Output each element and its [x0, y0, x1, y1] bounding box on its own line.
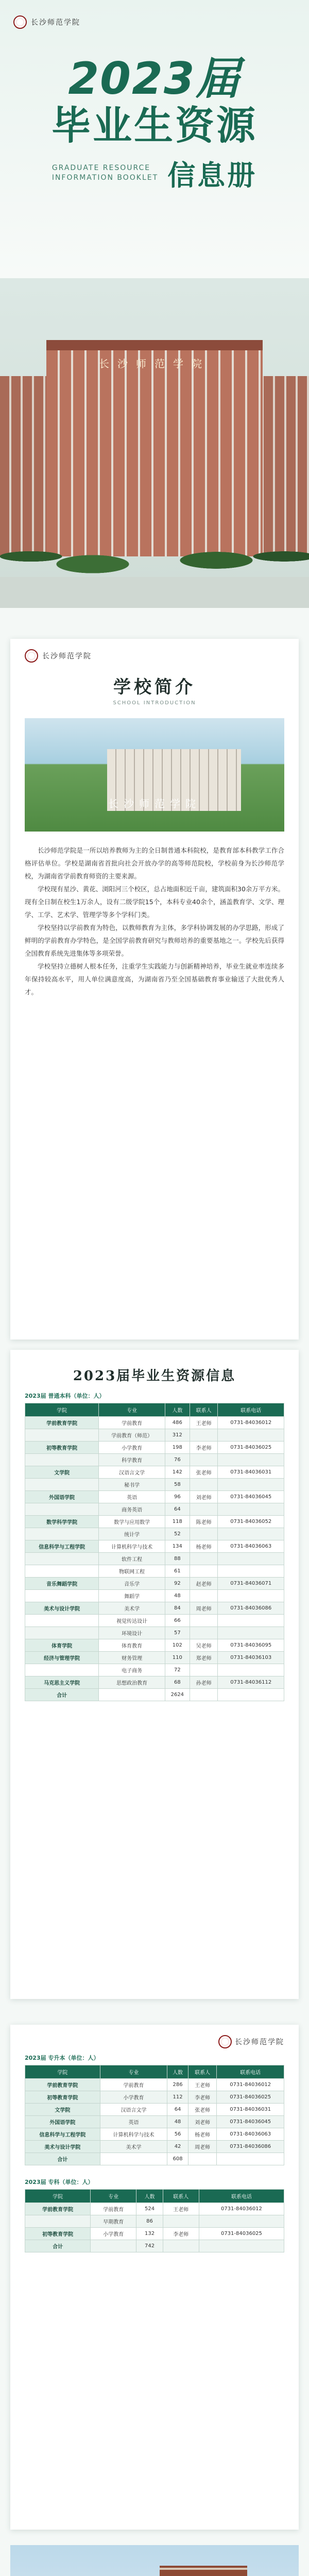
hero-main-title: 毕业生资源 — [52, 103, 258, 148]
school-seal-icon — [13, 15, 27, 29]
table-cell: 48 — [165, 1590, 190, 1602]
hero-subtitle-en — [52, 163, 158, 183]
table-cell: 52 — [165, 1528, 190, 1540]
table-cell — [190, 1429, 218, 1442]
table-cell — [91, 2240, 136, 2252]
table-cell: 外国语学院 — [25, 1491, 99, 1503]
table-header-cell: 人数 — [165, 1403, 190, 1417]
table-cell: 信息科学与工程学院 — [25, 1540, 99, 1553]
table-cell: 外国语学院 — [25, 2116, 100, 2128]
table-cell: 0731-84036086 — [218, 1602, 284, 1615]
table-cell — [25, 1664, 99, 1676]
table-cell: 84 — [165, 1602, 190, 1615]
table-cell: 计算机科学与技术 — [99, 1540, 165, 1553]
table-cell: 王老师 — [188, 2079, 217, 2091]
intro-card — [10, 639, 299, 1340]
table-cell — [25, 1503, 99, 1516]
table-cell: 132 — [136, 2228, 163, 2240]
table-cell: 86 — [136, 2215, 163, 2228]
table-cell: 134 — [165, 1540, 190, 1553]
table-cell: 李老师 — [163, 2228, 199, 2240]
table-cell: 音乐学 — [99, 1578, 165, 1590]
table-cell: 初等教育学院 — [25, 2228, 91, 2240]
table-cell — [25, 1590, 99, 1602]
table-cell — [199, 2215, 284, 2228]
table-cell — [25, 1479, 99, 1491]
table-cell — [25, 1553, 99, 1565]
table-row — [25, 2079, 284, 2091]
table-cell: 美术与设计学院 — [25, 2141, 100, 2153]
table-cell: 美术学 — [100, 2141, 167, 2153]
table-cell: 吴老师 — [190, 1639, 218, 1652]
table-row — [25, 1578, 284, 1590]
table-row — [25, 1553, 284, 1565]
table-cell: 体育学院 — [25, 1639, 99, 1652]
table-cell — [218, 1553, 284, 1565]
school-name: 长沙师范学院 — [42, 652, 92, 660]
table-row — [25, 2203, 284, 2215]
table-cell: 66 — [165, 1615, 190, 1627]
table-cell — [25, 1454, 99, 1466]
table-cell — [190, 1689, 218, 1701]
table-cell — [190, 1503, 218, 1516]
table-cell: 商务英语 — [99, 1503, 165, 1516]
table-cell — [190, 1627, 218, 1639]
table-cell: 统计学 — [99, 1528, 165, 1540]
table-cell: 0731-84036095 — [218, 1639, 284, 1652]
table-cell — [217, 2153, 284, 2165]
table-cell: 陈老师 — [190, 1516, 218, 1528]
table-cell — [218, 1590, 284, 1602]
table-cell — [188, 2153, 217, 2165]
table-cell — [218, 1627, 284, 1639]
table-row — [25, 1454, 284, 1466]
hero-subtitle-cn: 信息册 — [167, 159, 258, 192]
table-cell: 视觉传达设计 — [99, 1615, 165, 1627]
table-cell: 小学教育 — [99, 1442, 165, 1454]
table-cell: 0731-84036012 — [218, 1417, 284, 1429]
table-cell: 合计 — [25, 2240, 91, 2252]
table-cell — [190, 1528, 218, 1540]
table-cell: 软件工程 — [99, 1553, 165, 1565]
table-row — [25, 1602, 284, 1615]
table-header-cell: 联系人 — [163, 2190, 199, 2203]
table-cell: 体育教育 — [99, 1639, 165, 1652]
table-cell: 文学院 — [25, 1466, 99, 1479]
table-cell: 经济与管理学院 — [25, 1652, 99, 1664]
table-cell: 杨老师 — [188, 2128, 217, 2141]
table-cell: 0731-84036071 — [218, 1578, 284, 1590]
table-cell: 92 — [165, 1578, 190, 1590]
table-row — [25, 2153, 284, 2165]
table-cell: 英语 — [100, 2116, 167, 2128]
table-cell — [100, 2153, 167, 2165]
table-cell — [25, 1429, 99, 1442]
table-cell: 汉语言文学 — [100, 2104, 167, 2116]
intro-photo-sign: 长沙师范学院 — [108, 798, 201, 810]
table-cell — [218, 1664, 284, 1676]
table-cell: 李老师 — [190, 1442, 218, 1454]
table-cell — [218, 1479, 284, 1491]
table-cell — [190, 1615, 218, 1627]
table-cell: 2624 — [165, 1689, 190, 1701]
table-cell: 张老师 — [188, 2104, 217, 2116]
table-row — [25, 1590, 284, 1602]
table-row — [25, 1615, 284, 1627]
table-header-cell: 专业 — [100, 2065, 167, 2079]
table-cell: 0731-84036031 — [218, 1466, 284, 1479]
table-cell: 电子商务 — [99, 1664, 165, 1676]
table-cell: 财务管理 — [99, 1652, 165, 1664]
table-cell: 数学科学学院 — [25, 1516, 99, 1528]
table-row — [25, 2215, 284, 2228]
table-cell: 0731-84036045 — [217, 2116, 284, 2128]
table-row — [25, 2228, 284, 2240]
table-cell: 0731-84036012 — [199, 2203, 284, 2215]
table-cell — [163, 2215, 199, 2228]
table-cell: 合计 — [25, 2153, 100, 2165]
table-cell — [25, 1627, 99, 1639]
table-cell: 0731-84036031 — [217, 2104, 284, 2116]
table-cell — [218, 1528, 284, 1540]
table-cell: 0731-84036025 — [199, 2228, 284, 2240]
table-header-cell: 联系人 — [190, 1403, 218, 1417]
table-cell: 286 — [167, 2079, 188, 2091]
school-seal-icon — [25, 649, 38, 663]
school-logo — [13, 15, 80, 29]
hero-subtitle-row — [0, 154, 309, 193]
table-cell: 198 — [165, 1442, 190, 1454]
intro-paragraph: 长沙师范学院是一所以培养教师为主的全日制普通本科院校，是教育部本科教学工作合格评估单位。学校是湖南省首批向社会开放办学的高等师范院校，学校前身为长沙师范学校，为湖南省学前教育师资的主要来源。 — [25, 846, 284, 880]
hero-subtitle-en-line2: INFORMATION BOOKLET — [52, 174, 159, 182]
table-cell: 0731-84036063 — [217, 2128, 284, 2141]
table-row — [25, 1689, 284, 1701]
table-cell: 72 — [165, 1664, 190, 1676]
table-cell: 42 — [167, 2141, 188, 2153]
table-row — [25, 1442, 284, 1454]
undergrad-table — [25, 1403, 284, 1701]
table-cell: 孙老师 — [190, 1676, 218, 1689]
table-header-cell: 人数 — [167, 2065, 188, 2079]
table-cell: 美术与设计学院 — [25, 1602, 99, 1615]
table-header-cell: 联系电话 — [217, 2065, 284, 2079]
table-cell — [218, 1454, 284, 1466]
table-cell: 计算机科学与技术 — [100, 2128, 167, 2141]
table-cell: 刘老师 — [190, 1491, 218, 1503]
table-cell: 61 — [165, 1565, 190, 1578]
table-row — [25, 1417, 284, 1429]
table-cell: 142 — [165, 1466, 190, 1479]
table-header-cell: 联系电话 — [199, 2190, 284, 2203]
table-cell: 文学院 — [25, 2104, 100, 2116]
table-cell: 环境设计 — [99, 1627, 165, 1639]
table-header-cell: 学院 — [25, 1403, 99, 1417]
table-cell: 57 — [165, 1627, 190, 1639]
table-cell: 0731-84036063 — [218, 1540, 284, 1553]
table-cell: 524 — [136, 2203, 163, 2215]
table-cell: 76 — [165, 1454, 190, 1466]
table-cell: 0731-84036012 — [217, 2079, 284, 2091]
college-caption: 2023届 专科（单位：人） — [25, 2179, 94, 2185]
table-cell: 初等教育学院 — [25, 1442, 99, 1454]
table-cell: 742 — [136, 2240, 163, 2252]
table-row — [25, 1516, 284, 1528]
table-cell: 周老师 — [190, 1602, 218, 1615]
table-header-cell: 学院 — [25, 2190, 91, 2203]
table-cell: 0731-84036025 — [218, 1442, 284, 1454]
table-row — [25, 2141, 284, 2153]
building-sign: 长沙师范学院 — [99, 358, 210, 370]
table-cell: 赵老师 — [190, 1578, 218, 1590]
table-row — [25, 2116, 284, 2128]
intro-card-header — [10, 639, 299, 673]
table-cell — [190, 1479, 218, 1491]
resource-table-card — [10, 1350, 299, 1999]
table-header-cell: 学院 — [25, 2065, 100, 2079]
table-cell: 学前教育 — [91, 2203, 136, 2215]
table-row — [25, 1676, 284, 1689]
table-row — [25, 1627, 284, 1639]
table-cell: 88 — [165, 1553, 190, 1565]
table-row — [25, 1664, 284, 1676]
hero-section — [0, 0, 309, 608]
table-cell: 486 — [165, 1417, 190, 1429]
table-cell: 学前教育 — [100, 2079, 167, 2091]
table-row — [25, 1503, 284, 1516]
table-cell: 48 — [167, 2116, 188, 2128]
table-cell: 马克思主义学院 — [25, 1676, 99, 1689]
intro-subtitle: SCHOOL INTRODUCTION — [113, 700, 196, 706]
table-row — [25, 2091, 284, 2104]
intro-title: 学校简介 — [113, 677, 196, 698]
resource-table-title: 2023届毕业生资源信息 — [73, 1368, 236, 1384]
table-cell: 58 — [165, 1479, 190, 1491]
table-cell: 64 — [167, 2104, 188, 2116]
table-row — [25, 2104, 284, 2116]
hero-building-photo — [0, 278, 309, 608]
table-cell: 68 — [165, 1676, 190, 1689]
table-cell — [190, 1565, 218, 1578]
table-cell — [218, 1429, 284, 1442]
intro-paragraph: 学校现有星沙、黄花、浏阳河三个校区，总占地面积近千亩，建筑面积30余万平方米。现有全日制在校生1万余人，设有二级学院15个，本科专业40余个，涵盖教育学、文学、理学、工学、艺术学、管理学等多个学科门类。 — [25, 885, 284, 919]
table-cell: 小学教育 — [100, 2091, 167, 2104]
table-cell: 科学教育 — [99, 1454, 165, 1466]
undergrad-caption: 2023届 普通本科（单位：人） — [25, 1393, 105, 1399]
table-cell: 李老师 — [188, 2091, 217, 2104]
table-header-cell: 联系电话 — [218, 1403, 284, 1417]
table-cell: 英语 — [99, 1491, 165, 1503]
table-cell: 物联网工程 — [99, 1565, 165, 1578]
table-cell: 美术学 — [99, 1602, 165, 1615]
table-cell — [190, 1664, 218, 1676]
upgrade-caption: 2023届 专升本（单位：人） — [25, 2055, 99, 2061]
table-row — [25, 1479, 284, 1491]
table-cell: 110 — [165, 1652, 190, 1664]
table-cell — [190, 1590, 218, 1602]
table-row — [25, 1429, 284, 1442]
table-cell — [25, 1615, 99, 1627]
table-row — [25, 1491, 284, 1503]
resource-table-card-2 — [10, 2025, 299, 2530]
school-name: 长沙师范学院 — [31, 19, 80, 27]
table-cell: 学前教育学院 — [25, 1417, 99, 1429]
table-cell — [218, 1615, 284, 1627]
table-cell: 64 — [165, 1503, 190, 1516]
table-cell: 0731-84036112 — [218, 1676, 284, 1689]
card2-logo — [25, 2035, 284, 2048]
hero-title — [0, 53, 309, 193]
table-cell: 早期教育 — [91, 2215, 136, 2228]
table-cell: 王老师 — [190, 1417, 218, 1429]
school-seal-icon — [218, 2035, 232, 2048]
table-cell: 周老师 — [188, 2141, 217, 2153]
table-cell: 112 — [167, 2091, 188, 2104]
table-cell: 0731-84036086 — [217, 2141, 284, 2153]
table-cell: 102 — [165, 1639, 190, 1652]
table-cell — [190, 1454, 218, 1466]
table-cell — [25, 1565, 99, 1578]
table-cell: 刘老师 — [188, 2116, 217, 2128]
table-cell: 思想政治教育 — [99, 1676, 165, 1689]
table-cell: 0731-84036045 — [218, 1491, 284, 1503]
table-row — [25, 1565, 284, 1578]
table-cell: 96 — [165, 1491, 190, 1503]
table-cell: 信息科学与工程学院 — [25, 2128, 100, 2141]
table-cell: 学前教育 — [99, 1417, 165, 1429]
table-cell: 音乐舞蹈学院 — [25, 1578, 99, 1590]
table-cell: 张老师 — [190, 1466, 218, 1479]
upgrade-table — [25, 2065, 284, 2165]
table-row — [25, 1639, 284, 1652]
table-cell: 56 — [167, 2128, 188, 2141]
table-row — [25, 2128, 284, 2141]
table-cell — [25, 2215, 91, 2228]
table-cell: 学前教育学院 — [25, 2203, 91, 2215]
table-cell: 初等教育学院 — [25, 2091, 100, 2104]
table-cell: 312 — [165, 1429, 190, 1442]
table-cell: 王老师 — [163, 2203, 199, 2215]
table-cell: 杨老师 — [190, 1540, 218, 1553]
table-cell — [163, 2240, 199, 2252]
table-cell: 118 — [165, 1516, 190, 1528]
table-cell: 舞蹈学 — [99, 1590, 165, 1602]
table-row — [25, 1652, 284, 1664]
hero-year: 2023届 — [68, 53, 241, 105]
table-cell: 秘书学 — [99, 1479, 165, 1491]
college-table — [25, 2189, 284, 2252]
table-row — [25, 1540, 284, 1553]
intro-campus-photo — [25, 718, 284, 832]
school-name: 长沙师范学院 — [235, 2038, 284, 2046]
table-cell — [199, 2240, 284, 2252]
hero-subtitle-en-line1: GRADUATE RESOURCE — [52, 163, 151, 172]
table-cell: 0731-84036103 — [218, 1652, 284, 1664]
table-cell: 郑老师 — [190, 1652, 218, 1664]
table-header-cell: 专业 — [99, 1403, 165, 1417]
table-cell: 0731-84036025 — [217, 2091, 284, 2104]
intro-paragraph: 学校坚持立德树人根本任务，注重学生实践能力与创新精神培养，毕业生就业率连续多年保持较高水平，用人单位满意度高，为湖南省乃至全国基础教育事业输送了大批优秀人才。 — [25, 962, 284, 996]
table-cell: 汉语言文学 — [99, 1466, 165, 1479]
table-header-cell: 人数 — [136, 2190, 163, 2203]
table-cell — [218, 1689, 284, 1701]
table-row — [25, 1466, 284, 1479]
table-cell — [25, 1528, 99, 1540]
table-header-cell: 联系人 — [188, 2065, 217, 2079]
table-cell: 合计 — [25, 1689, 99, 1701]
table-row — [25, 1528, 284, 1540]
table-cell: 608 — [167, 2153, 188, 2165]
table-cell: 0731-84036052 — [218, 1516, 284, 1528]
table-cell: 学前教育（师范） — [99, 1429, 165, 1442]
table-row — [25, 2240, 284, 2252]
campus-photo — [10, 2545, 299, 2576]
table-cell — [190, 1553, 218, 1565]
table-header-cell: 专业 — [91, 2190, 136, 2203]
intro-text — [10, 844, 299, 998]
table-cell: 数学与应用数学 — [99, 1516, 165, 1528]
table-cell: 小学教育 — [91, 2228, 136, 2240]
table-cell — [99, 1689, 165, 1701]
intro-paragraph: 学校坚持以学前教育为特色，以教师教育为主体，多学科协调发展的办学思路，形成了鲜明的学前教育办学特色，是全国学前教育研究与教师培养的重要基地之一。学校先后获得全国教育系统先进集体等多项荣誉。 — [25, 924, 284, 957]
table-cell — [218, 1565, 284, 1578]
table-cell: 学前教育学院 — [25, 2079, 100, 2091]
table-cell — [218, 1503, 284, 1516]
